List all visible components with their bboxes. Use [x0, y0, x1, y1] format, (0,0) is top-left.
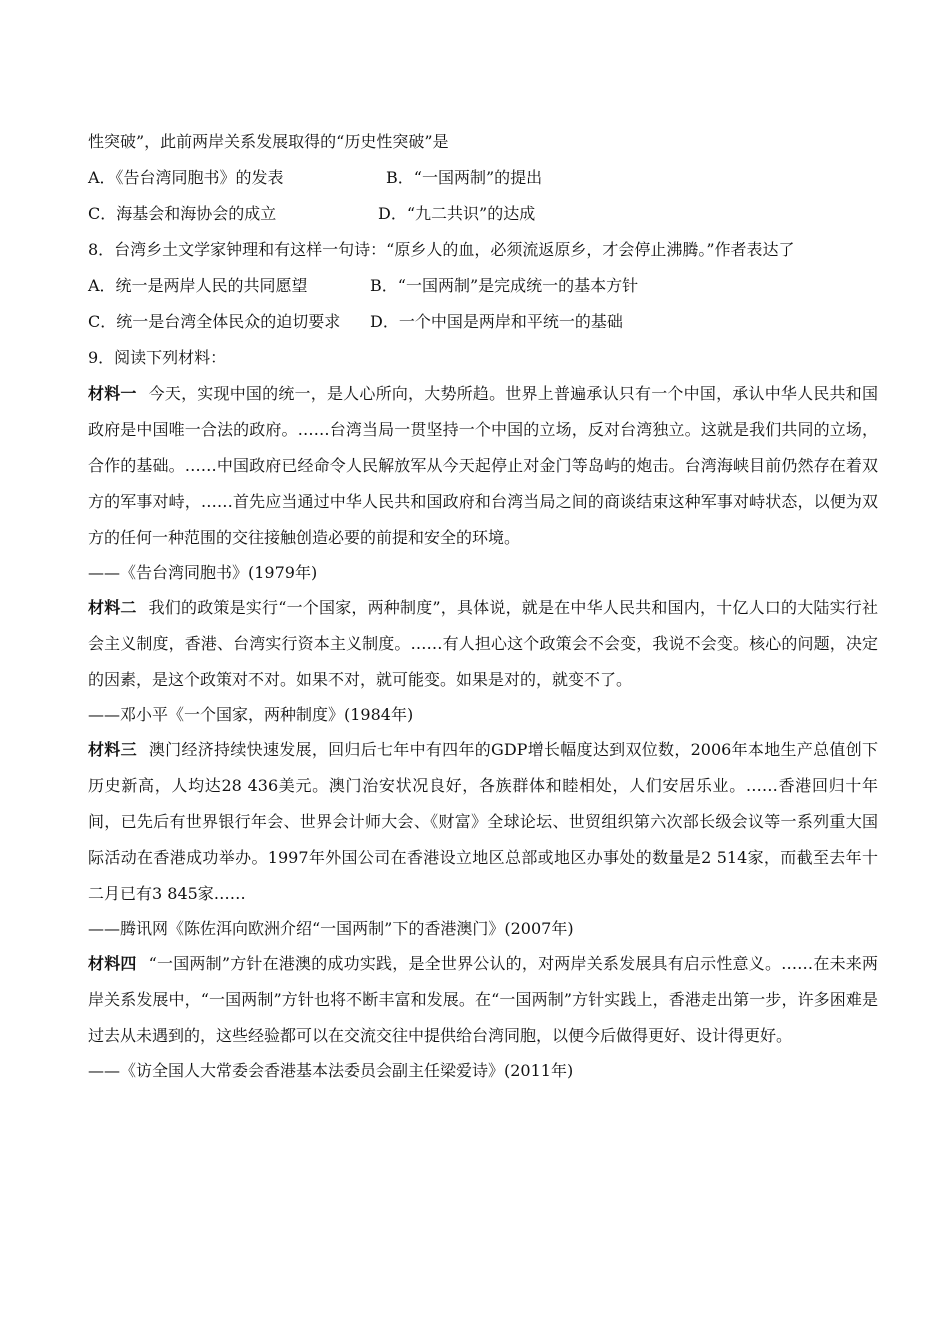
q7-option-d[interactable]: D．“九二共识”的达成	[378, 204, 536, 223]
exam-page	[88, 124, 878, 1088]
material-3-body: 澳门经济持续快速发展，回归后七年中有四年的GDP增长幅度达到双位数，2006年本地生产总值创下历史新高，人均达28 436美元。澳门治安状况良好，各族群体和睦相处，人们安居乐业。……香港回归十年间，已先后有世界银行年会、世界会计师大会、《财富》全球论坛、世贸组织第六次部长级会议等一系列重大国际活动在香港成功举办。1997年外国公司在香港设立地区总部或地区办事处的数量是2 514家，而截至去年十二月已有3 845家……	[88, 740, 878, 903]
material-3-source: ——腾讯网《陈佐洱向欧洲介绍“一国两制”下的香港澳门》(2007年)	[88, 919, 574, 938]
q8-options-row-1	[88, 268, 878, 304]
q7-options-row-2	[88, 196, 878, 232]
material-3-heading: 材料三	[88, 740, 137, 759]
material-4-source: ——《访全国人大常委会香港基本法委员会副主任梁爱诗》(2011年)	[88, 1061, 574, 1080]
q8-option-d[interactable]: D．一个中国是两岸和平统一的基础	[370, 312, 623, 331]
material-4	[88, 946, 878, 1054]
q7-option-a[interactable]: A．《告台湾同胞书》的发表	[88, 168, 284, 187]
material-2-body: 我们的政策是实行“一个国家，两种制度”，具体说，就是在中华人民共和国内，十亿人口的大陆实行社会主义制度，香港、台湾实行资本主义制度。……有人担心这个政策会不会变，我说不会变。核心的问题，决定的因素，是这个政策对不对。如果不对，就可能变。如果是对的，就变不了。	[88, 598, 878, 689]
material-1-source: ——《告台湾同胞书》(1979年)	[88, 563, 318, 582]
material-2-source: ——邓小平《一个国家，两种制度》(1984年)	[88, 705, 414, 724]
q8-option-c[interactable]: C．统一是台湾全体民众的迫切要求	[88, 312, 341, 331]
material-4-heading: 材料四	[88, 954, 137, 973]
q8-stem: 8．台湾乡土文学家钟理和有这样一句诗：“原乡人的血，必须流返原乡，才会停止沸腾。”作者表达了	[88, 240, 795, 259]
q8-options-row-2	[88, 304, 878, 340]
q7-options-row-1	[88, 160, 878, 196]
q7-stem-tail: 性突破”，此前两岸关系发展取得的“历史性突破”是	[88, 132, 449, 151]
material-2	[88, 590, 878, 698]
material-4-body: “一国两制”方针在港澳的成功实践，是全世界公认的，对两岸关系发展具有启示性意义。……在未来两岸关系发展中，“一国两制”方针也将不断丰富和发展。在“一国两制”方针实践上，香港走出第一步，许多困难是过去从未遇到的，这些经验都可以在交流交往中提供给台湾同胞，以便今后做得更好、设计得更好。	[88, 954, 878, 1045]
material-1-heading: 材料一	[88, 384, 137, 403]
material-3	[88, 732, 878, 912]
q7-option-b[interactable]: B．“一国两制”的提出	[386, 168, 543, 187]
material-1-body: 今天，实现中国的统一，是人心所向，大势所趋。世界上普遍承认只有一个中国，承认中华人民共和国政府是中国唯一合法的政府。……台湾当局一贯坚持一个中国的立场，反对台湾独立。这就是我们共同的立场，合作的基础。……中国政府已经命令人民解放军从今天起停止对金门等岛屿的炮击。台湾海峡目前仍然存在着双方的军事对峙，……首先应当通过中华人民共和国政府和台湾当局之间的商谈结束这种军事对峙状态，以便为双方的任何一种范围的交往接触创造必要的前提和安全的环境。	[88, 384, 878, 547]
q9-stem: 9．阅读下列材料：	[88, 348, 227, 367]
material-2-heading: 材料二	[88, 598, 137, 617]
q7-option-c[interactable]: C．海基会和海协会的成立	[88, 204, 277, 223]
material-1	[88, 376, 878, 556]
q8-option-b[interactable]: B．“一国两制”是完成统一的基本方针	[370, 276, 639, 295]
q8-option-a[interactable]: A．统一是两岸人民的共同愿望	[88, 276, 308, 295]
